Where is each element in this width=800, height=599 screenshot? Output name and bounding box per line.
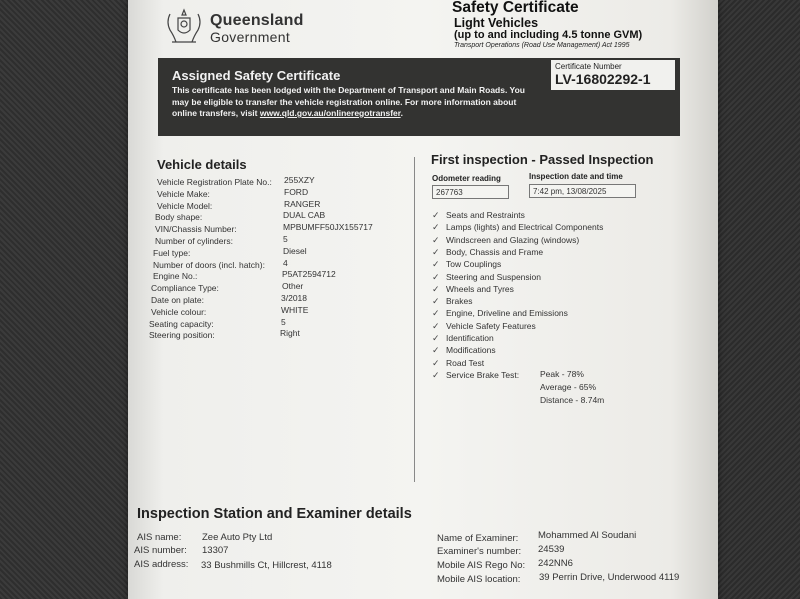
certificate-number: LV-16802292-1: [555, 71, 651, 87]
odometer-label: Odometer reading: [432, 174, 501, 183]
check-icon: ✓: [432, 283, 440, 294]
check-item: [432, 321, 536, 332]
check-icon: ✓: [432, 259, 440, 270]
vehicle-row-label: Vehicle Model:: [157, 200, 213, 211]
check-item-label: Brakes: [446, 296, 473, 307]
vehicle-row-value: WHITE: [281, 304, 309, 315]
certificate-act: Transport Operations (Road Use Management) Act 1995: [454, 42, 630, 49]
banner-text-body: This certificate has been lodged with the Department of Transport and Main Roads. You may be eligible to transfer the vehicle registration online. For more information about online transfers, visit: [172, 85, 525, 118]
ais-number: 13307: [202, 545, 229, 556]
check-item-label: Body, Chassis and Frame: [446, 246, 544, 257]
ais-name-label: AIS name:: [137, 532, 182, 543]
check-item: [432, 333, 494, 344]
certificate-title: Safety Certificate: [452, 0, 579, 16]
mobile-location: 39 Perrin Drive, Underwood 4119: [539, 572, 680, 583]
vehicle-row-value: P5AT2594712: [282, 269, 336, 280]
vehicle-row-value: 255XZY: [284, 175, 315, 185]
vehicle-row-label: VIN/Chassis Number:: [155, 224, 237, 235]
check-icon: ✓: [432, 234, 440, 245]
vehicle-row-value: MPBUMFF50JX155717: [283, 222, 373, 233]
ais-address: 33 Bushmills Ct, Hillcrest, 4118: [201, 560, 332, 571]
certificate-number-label: Certificate Number: [555, 62, 622, 71]
vehicle-row-label: Number of cylinders:: [155, 236, 233, 246]
examiner-name: Mohammed Al Soudani: [538, 530, 637, 541]
vehicle-details-title: Vehicle details: [157, 157, 247, 172]
check-icon: ✓: [432, 308, 440, 319]
brake-average: Average - 65%: [540, 382, 597, 392]
check-icon: ✓: [432, 357, 440, 368]
transfer-link[interactable]: www.qld.gov.au/onlineregotransfer: [259, 108, 401, 118]
check-item: [432, 247, 543, 258]
ais-address-label: AIS address:: [134, 559, 189, 570]
certificate-number-box: [551, 60, 675, 90]
check-item: [432, 272, 541, 283]
check-item-label: Engine, Driveline and Emissions: [446, 308, 568, 319]
gov-name-line2: Government: [210, 29, 291, 45]
check-icon: ✓: [432, 345, 440, 356]
vehicle-row-value: 5: [283, 234, 288, 244]
vehicle-row-value: RANGER: [284, 198, 321, 209]
check-item-label: Modifications: [446, 345, 496, 356]
vehicle-row-value: 5: [281, 316, 286, 327]
check-item-label: Windscreen and Glazing (windows): [446, 234, 580, 245]
check-item: [432, 222, 603, 233]
background-left: [0, 0, 140, 599]
check-item-label: Lamps (lights) and Electrical Components: [446, 222, 604, 233]
datetime-value: 7:42 pm, 13/08/2025: [529, 184, 636, 198]
check-item: [432, 308, 568, 319]
check-item-label: Vehicle Safety Features: [446, 320, 536, 331]
vehicle-row-label: Body shape:: [155, 212, 203, 223]
vehicle-row-value: DUAL CAB: [283, 210, 326, 221]
vehicle-row-label: Fuel type:: [153, 247, 191, 258]
vehicle-row-label: Vehicle Registration Plate No.:: [157, 177, 272, 187]
column-divider: [414, 157, 415, 482]
check-item-label: Road Test: [446, 357, 485, 368]
vehicle-row-label: Steering position:: [149, 330, 215, 341]
banner-heading: Assigned Safety Certificate: [172, 68, 341, 83]
queensland-crest-icon: [162, 6, 206, 46]
assigned-banner: [158, 58, 680, 136]
banner-text-end: .: [400, 108, 403, 118]
vehicle-row-value: Right: [280, 328, 300, 339]
vehicle-row-label: Compliance Type:: [151, 283, 219, 294]
check-item-label: Service Brake Test:: [446, 369, 520, 380]
brake-distance: Distance - 8.74m: [540, 395, 605, 405]
examiner-number: 24539: [538, 544, 565, 555]
vehicle-row-value: 3/2018: [281, 293, 307, 303]
inspection-title: First inspection - Passed Inspection: [431, 152, 654, 167]
check-item-label: Steering and Suspension: [446, 271, 541, 282]
vehicle-row-label: Engine No.:: [153, 271, 198, 282]
check-icon: ✓: [432, 271, 440, 282]
check-icon: ✓: [432, 320, 440, 331]
vehicle-row-label: Vehicle Make:: [157, 188, 210, 199]
check-item: [432, 296, 472, 307]
vehicle-row-value: Diesel: [283, 245, 307, 256]
datetime-label: Inspection date and time: [529, 172, 623, 181]
check-icon: ✓: [432, 210, 440, 220]
check-item-label: Wheels and Tyres: [446, 283, 514, 294]
check-item: [432, 345, 496, 356]
odometer-value: 267763: [432, 185, 509, 199]
check-icon: ✓: [432, 222, 440, 233]
check-item: [432, 284, 514, 295]
brake-peak: Peak - 78%: [540, 369, 584, 379]
check-icon: ✓: [432, 333, 440, 343]
certificate-type: Light Vehicles: [454, 16, 539, 30]
check-item-label: Seats and Restraints: [446, 210, 525, 220]
check-item-label: Identification: [446, 333, 494, 343]
vehicle-row-label: Number of doors (incl. hatch):: [153, 259, 265, 270]
check-item: [432, 358, 484, 369]
check-item: [432, 259, 501, 270]
check-item-label: Tow Couplings: [446, 259, 502, 270]
check-item: [432, 210, 525, 221]
check-icon: ✓: [432, 296, 440, 307]
station-title: Inspection Station and Examiner details: [137, 506, 412, 522]
vehicle-row-value: Other: [282, 281, 304, 292]
examiner-name-label: Name of Examiner:: [437, 533, 519, 544]
ais-number-label: AIS number:: [134, 545, 187, 556]
vehicle-row-label: Seating capacity:: [149, 318, 214, 329]
ais-name: Zee Auto Pty Ltd: [202, 532, 273, 543]
mobile-rego: 242NN6: [538, 558, 573, 569]
certificate-range: (up to and including 4.5 tonne GVM): [454, 29, 643, 41]
mobile-rego-label: Mobile AIS Rego No:: [437, 560, 526, 571]
check-item: [432, 370, 519, 381]
check-icon: ✓: [432, 369, 440, 380]
vehicle-row-label: Vehicle colour:: [151, 306, 207, 317]
vehicle-row-value: FORD: [284, 186, 309, 197]
mobile-location-label: Mobile AIS location:: [437, 574, 521, 585]
examiner-number-label: Examiner's number:: [437, 546, 522, 557]
vehicle-row-label: Date on plate:: [151, 295, 204, 305]
check-item: [432, 235, 579, 246]
gov-name-line1: Queensland: [210, 12, 304, 29]
banner-text: [172, 85, 542, 120]
check-icon: ✓: [432, 246, 440, 257]
vehicle-row-value: 4: [283, 257, 288, 268]
